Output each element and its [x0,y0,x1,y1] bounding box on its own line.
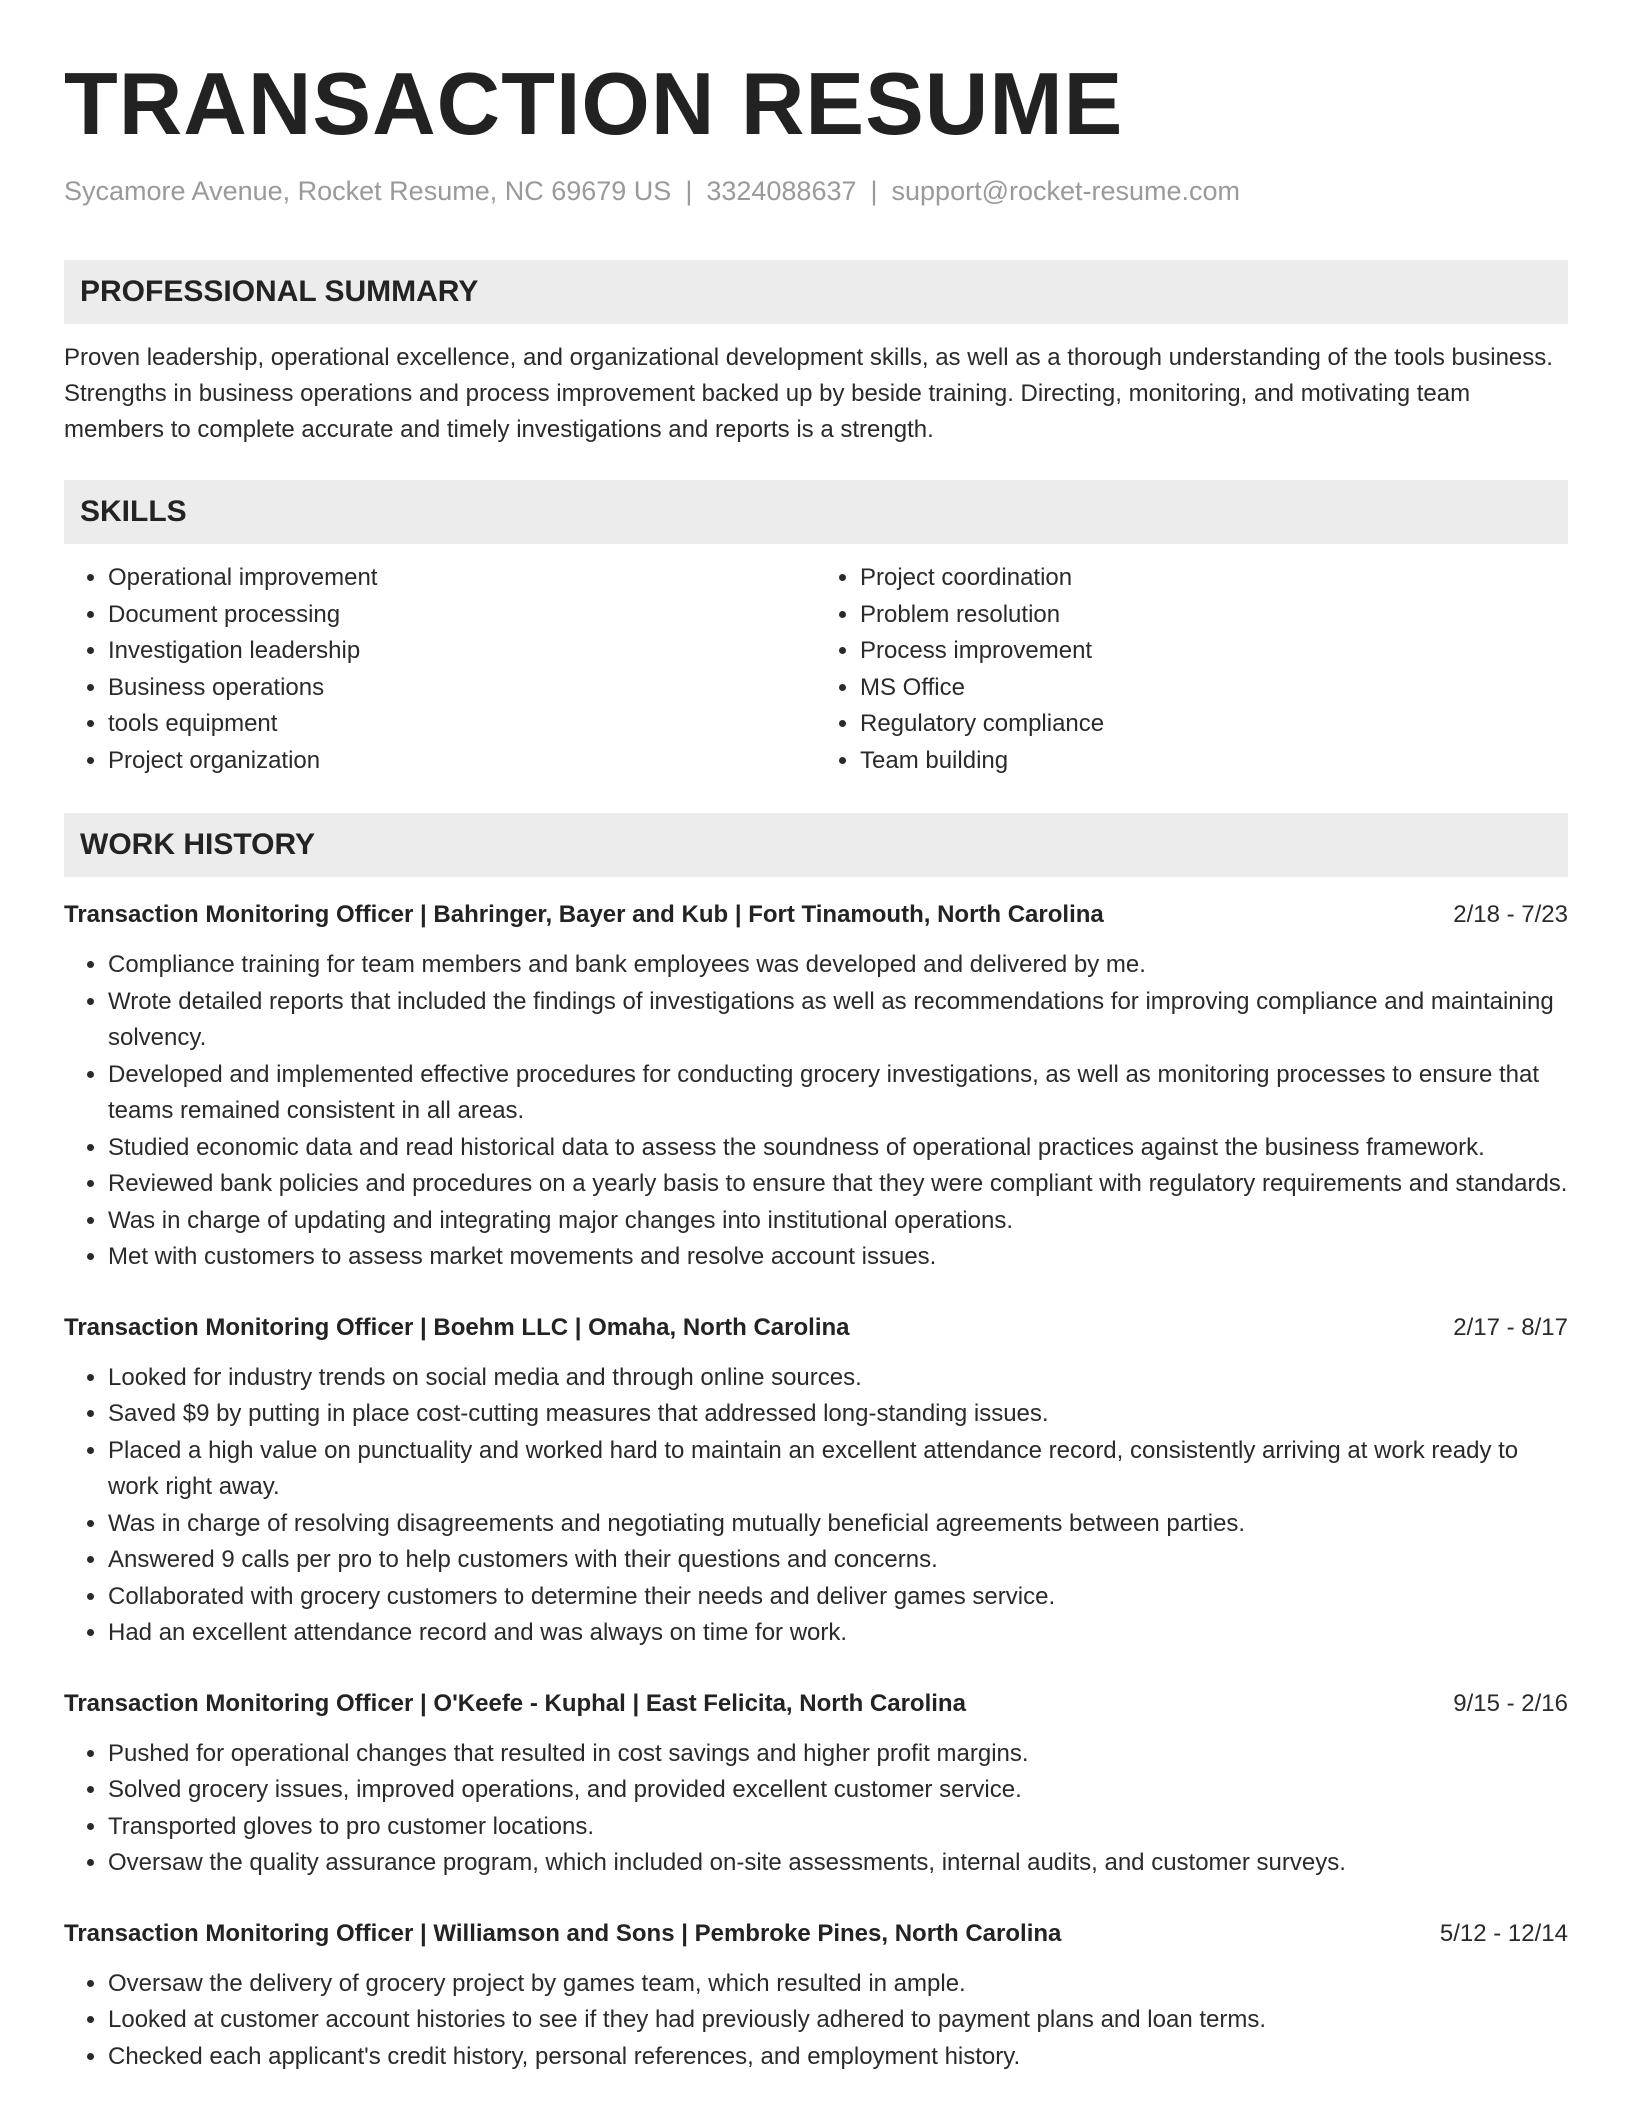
skill-item: • Business operations [108,670,816,707]
job-bullet: • Collaborated with grocery customers to determine their needs and deliver games service. [108,1579,1568,1616]
job-bullet: • Answered 9 calls per pro to help customers with their questions and concerns. [108,1542,1568,1579]
job-header [64,1310,1568,1346]
job-bullet: • Was in charge of updating and integrating major changes into institutional operations. [108,1203,1568,1240]
skill-item: • Problem resolution [860,597,1568,634]
contact-separator: | [870,176,878,206]
job-bullet: • Transported gloves to pro customer locations. [108,1809,1568,1846]
job-header [64,897,1568,933]
job-title: Transaction Monitoring Officer | Bahringer, Bayer and Kub | Fort Tinamouth, North Carolina [64,901,1104,928]
contact-email: support@rocket-resume.com [891,176,1241,206]
job-bullet: • Had an excellent attendance record and was always on time for work. [108,1615,1568,1652]
job-title: Transaction Monitoring Officer | Boehm LLC | Omaha, North Carolina [64,1313,850,1341]
skill-item: • Operational improvement [108,560,816,597]
summary-text: Proven leadership, operational excellence, and organizational development skills, as well as a thorough understanding of the tools business. Strengths in business operations and process improvement backed up by beside training. Directing, monitoring, and motivating team members to complete accurate and timely investigations and reports is a strength. [64,344,1553,443]
contact-phone: 3324088637 [706,176,857,206]
skills-column-left [64,560,816,779]
skill-item: • Project organization [108,743,816,780]
job-bullet: • Reviewed bank policies and procedures on a yearly basis to ensure that they were compliant with regulatory requirements and standards. [108,1166,1568,1203]
skills-column-right [816,560,1568,779]
job-bullet: • Compliance training for team members and bank employees was developed and delivered by me. [108,947,1568,984]
contact-address: Sycamore Avenue, Rocket Resume, NC 69679 US [64,176,672,206]
work-history-heading: WORK HISTORY [64,813,1568,877]
skill-item: • Process improvement [860,633,1568,670]
skill-item: • Team building [860,743,1568,780]
contact-line [64,174,1568,208]
job-dates: 2/18 - 7/23 [1453,901,1568,928]
job-bullet: • Oversaw the quality assurance program, which included on-site assessments, internal audits, and customer surveys. [108,1845,1568,1882]
skill-item: • Project coordination [860,560,1568,597]
job-bullet: • Solved grocery issues, improved operations, and provided excellent customer service. [108,1772,1568,1809]
skill-item: • tools equipment [108,706,816,743]
job-bullet: • Was in charge of resolving disagreements and negotiating mutually beneficial agreements between parties. [108,1506,1568,1543]
contact-separator: | [685,176,693,206]
job-header [64,1916,1568,1952]
job-bullet: • Placed a high value on punctuality and worked hard to maintain an excellent attendance record, consistently arriving at work ready to work right away. [108,1433,1568,1506]
job-bullet: • Developed and implemented effective procedures for conducting grocery investigations, as well as monitoring processes to ensure that teams remained consistent in all areas. [108,1057,1568,1130]
skill-item: • Regulatory compliance [860,706,1568,743]
skills-list [64,560,1568,779]
job-bullets [64,1966,1568,2076]
skills-heading: SKILLS [64,480,1568,544]
job-bullet: • Checked each applicant's credit history, personal references, and employment history. [108,2039,1568,2076]
job-bullets [64,1736,1568,1882]
skill-item: • MS Office [860,670,1568,707]
job-bullet: • Studied economic data and read historical data to assess the soundness of operational practices against the business framework. [108,1130,1568,1167]
skill-item: • Investigation leadership [108,633,816,670]
job-bullet: • Pushed for operational changes that resulted in cost savings and higher profit margins. [108,1736,1568,1773]
job-bullet: • Wrote detailed reports that included the findings of investigations as well as recommendations for improving compliance and maintaining solvency. [108,984,1568,1057]
job-entry [64,1310,1568,1652]
job-bullet: • Looked at customer account histories to see if they had previously adhered to payment plans and loan terms. [108,2002,1568,2039]
job-dates: 9/15 - 2/16 [1453,1689,1568,1717]
work-history-list [64,897,1568,2075]
job-bullet: • Met with customers to assess market movements and resolve account issues. [108,1239,1568,1276]
job-bullets [64,1360,1568,1652]
job-bullets [64,947,1568,1276]
job-header [64,1686,1568,1722]
job-bullet: • Looked for industry trends on social media and through online sources. [108,1360,1568,1397]
job-entry [64,1686,1568,1882]
job-title: Transaction Monitoring Officer | Williamson and Sons | Pembroke Pines, North Carolina [64,1919,1062,1947]
job-dates: 5/12 - 12/14 [1439,1919,1568,1947]
resume-name: TRANSACTION RESUME [64,54,1124,153]
summary-heading: PROFESSIONAL SUMMARY [64,260,1568,324]
job-bullet: • Saved $9 by putting in place cost-cutting measures that addressed long-standing issues. [108,1396,1568,1433]
job-dates: 2/17 - 8/17 [1453,1313,1568,1341]
job-title: Transaction Monitoring Officer | O'Keefe - Kuphal | East Felicita, North Carolina [64,1689,966,1717]
job-entry [64,897,1568,1276]
skill-item: • Document processing [108,597,816,634]
job-bullet: • Oversaw the delivery of grocery project by games team, which resulted in ample. [108,1966,1568,2003]
job-entry [64,1916,1568,2076]
